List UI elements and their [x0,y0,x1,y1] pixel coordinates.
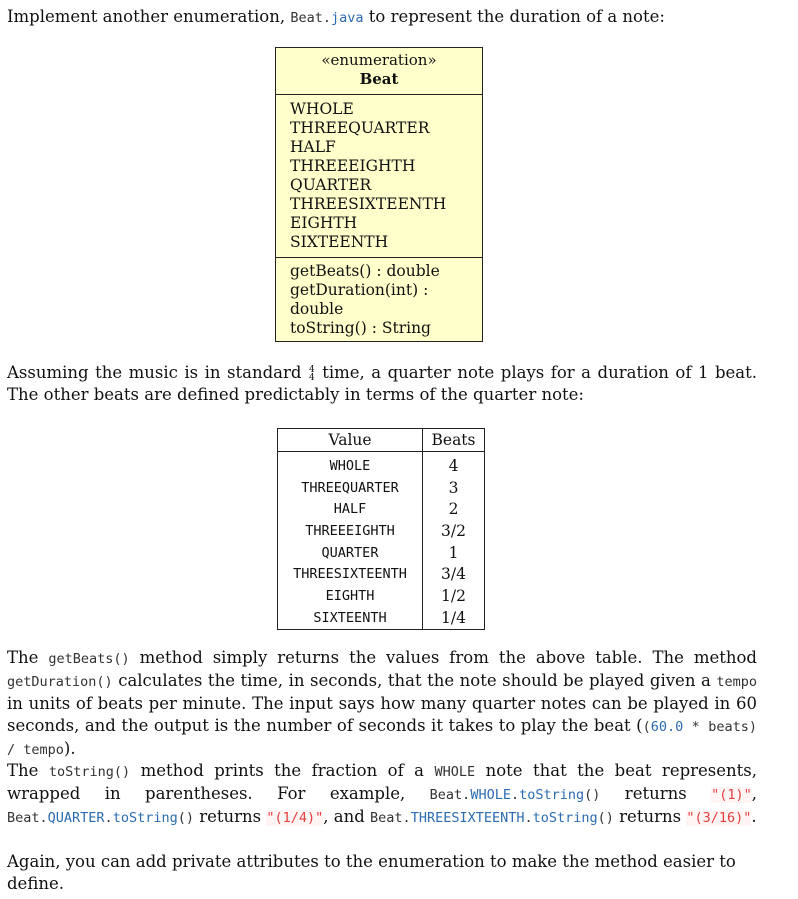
header-beats: Beats [423,429,485,452]
code-dot: . [104,810,113,826]
cell-value: WHOLE [329,457,371,474]
table-row [278,607,485,629]
beats-table [277,428,485,630]
code-getbeats: getBeats() [48,651,130,667]
code-formula-rest: * beats) / tempo [7,719,757,758]
table-row [278,452,485,477]
table-row [278,498,485,520]
header-value: Value [278,429,423,452]
code-beat: Beat. [429,787,471,803]
cell-beats: 1/4 [423,607,485,629]
time-signature [309,366,315,382]
code-method: toString [519,787,585,803]
code-formula-open: ( [642,719,651,735]
text: returns [600,784,712,803]
text: returns [613,807,687,826]
text: The [7,648,49,667]
code-parens: () [177,810,194,826]
uml-header [276,48,482,95]
cell-value: QUARTER [321,544,379,561]
text: The [7,761,49,780]
cell-beats: 4 [423,452,485,477]
code-const: QUARTER [47,810,105,826]
time-paragraph [7,362,757,406]
code-string: "(3/16)" [686,810,752,826]
cell-value: THREEQUARTER [301,479,399,496]
uml-methods [276,258,482,341]
time-text-after: time, a quarter note plays for a duration of 1 beat. The other beats are defined predictably in terms of the quarter note: [7,363,758,404]
code-beat: Beat. [7,810,48,826]
code-parens: () [597,810,614,826]
cell-value: EIGHTH [325,587,375,604]
uml-constant: EIGHTH [290,214,358,232]
code-string: "(1)" [711,787,752,803]
cell-value: THREESIXTEENTH [293,566,407,583]
code-string: "(1/4)" [266,810,324,826]
text: method simply returns the values from the above table. The method [129,648,757,667]
code-getduration: getDuration() [7,674,113,690]
uml-constant: SIXTEENTH [290,233,389,251]
code-beat: Beat. [370,810,411,826]
uml-constant: THREEQUARTER [290,119,430,137]
uml-constant: THREEEIGHTH [290,157,416,175]
uml-method: getBeats() : double [290,262,440,280]
code-whole: WHOLE [434,764,476,780]
table-row [278,563,485,585]
uml-method: getDuration(int) : double [290,281,429,318]
text: , and [323,807,371,826]
code-dot: . [510,787,520,803]
text: ). [63,739,76,758]
code-tempo: tempo [716,674,757,690]
code-dot: . [524,810,533,826]
uml-class-name: Beat [359,70,399,88]
cell-beats: 3 [423,477,485,499]
text: returns [193,807,267,826]
table-header-row [278,429,485,452]
cell-beats: 2 [423,498,485,520]
cell-value: HALF [333,501,367,518]
cell-value: SIXTEENTH [313,609,387,626]
tostring-paragraph [7,760,757,829]
cell-beats: 1/2 [423,585,485,607]
uml-constants [276,95,482,258]
text: , [751,784,757,803]
filename-stem: Beat. [290,10,331,26]
text: in units of beats per minute. The input says how many quarter notes can be played in 60 seconds, and the output is the number of seconds it takes to play the beat ( [7,694,757,735]
table-row [278,477,485,499]
code-formula-number: 60.0 [650,719,684,735]
filename-ext: java [331,10,364,26]
intro-text-after: to represent the duration of a note: [363,7,665,26]
cell-value: THREEEIGHTH [305,522,395,539]
uml-method: toString() : String [290,319,431,337]
intro-paragraph [7,6,757,29]
text: note that the beat represents, wrapped in parentheses. For example, [7,761,757,803]
text: calculates the time, in seconds, that the note should be played given a [112,671,717,690]
code-const: WHOLE [470,787,511,803]
text: . [751,807,757,826]
table-row [278,585,485,607]
code-method: toString [532,810,598,826]
uml-stereotype: «enumeration» [321,51,437,69]
table-row [278,520,485,542]
cell-beats: 3/4 [423,563,485,585]
uml-constant: WHOLE [290,100,354,118]
uml-class-box [275,47,483,342]
time-signature-denominator: 4 [308,372,315,383]
code-parens: () [584,787,601,803]
uml-constant: HALF [290,138,336,156]
final-paragraph [7,851,757,895]
methods-paragraph [7,647,757,761]
time-signature-numerator: 4 [308,364,315,375]
code-const: THREESIXTEENTH [410,810,525,826]
intro-text: Implement another enumeration, [7,7,291,26]
final-text: Again, you can add private attributes to the enumeration to make the method easier to define. [7,852,736,893]
code-method: toString [112,810,178,826]
cell-beats: 1 [423,542,485,564]
cell-beats: 3/2 [423,520,485,542]
table-row [278,542,485,564]
text: method prints the fraction of a [130,761,435,780]
uml-constant: QUARTER [290,176,372,194]
code-tostring: toString() [48,764,131,780]
time-text: Assuming the music is in standard [7,363,308,382]
uml-constant: THREESIXTEENTH [290,195,447,213]
